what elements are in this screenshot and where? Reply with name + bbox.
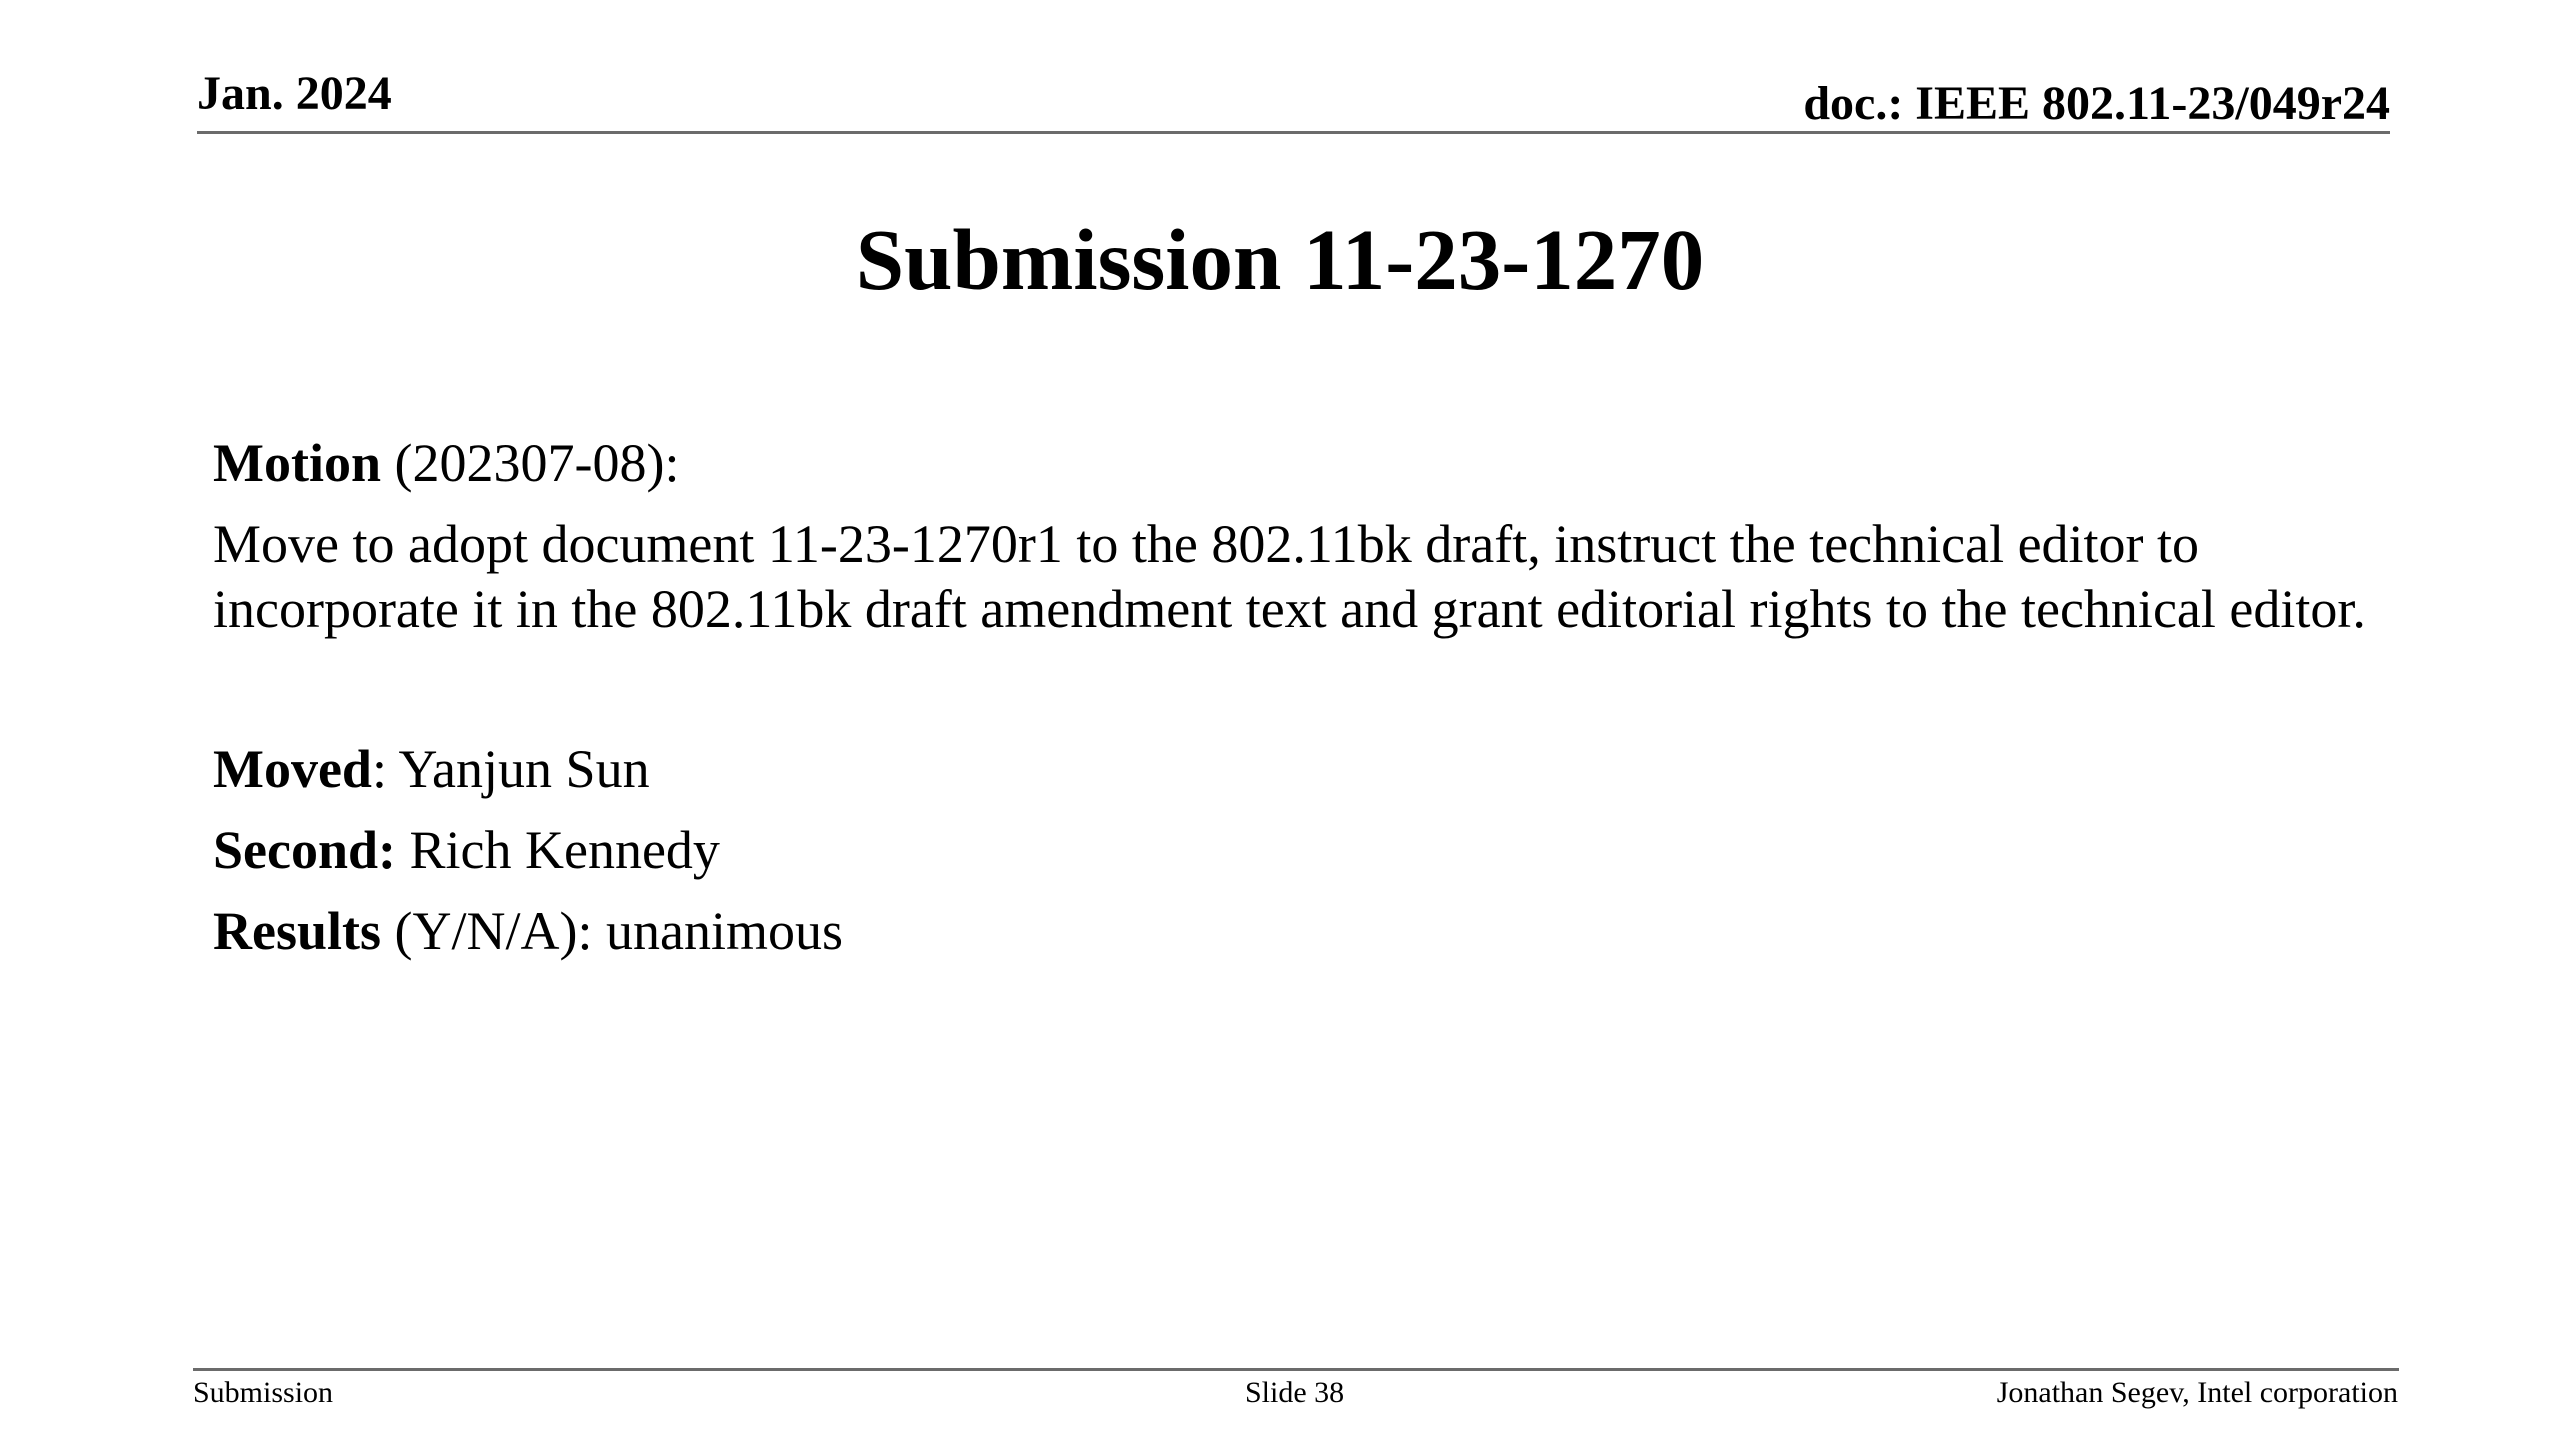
motion-heading bbox=[213, 433, 680, 493]
footer-author: Jonathan Segev, Intel corporation bbox=[1996, 1376, 2398, 1409]
results-line bbox=[213, 901, 843, 961]
footer-submission: Submission bbox=[193, 1376, 334, 1409]
header-doc-id: doc.: IEEE 802.11-23/049r24 bbox=[1803, 77, 2390, 130]
second-label: Second: bbox=[213, 820, 397, 880]
moved-line bbox=[213, 739, 650, 799]
motion-text-line-1: Move to adopt document 11-23-1270r1 to the 802.11bk draft, instruct the technical editor to bbox=[213, 514, 2200, 574]
results-label: Results bbox=[213, 901, 382, 961]
second-line bbox=[213, 820, 720, 880]
second-value: Rich Kennedy bbox=[396, 820, 720, 880]
footer-slide-number: Slide 38 bbox=[1245, 1376, 1345, 1409]
motion-id: (202307-08): bbox=[381, 433, 680, 493]
slide-title: Submission 11-23-1270 bbox=[855, 211, 1705, 308]
motion-text-line-2: incorporate it in the 802.11bk draft amendment text and grant editorial rights to the technical editor. bbox=[213, 579, 2366, 639]
footer-divider bbox=[193, 1368, 2399, 1371]
motion-label: Motion bbox=[213, 433, 381, 493]
moved-label: Moved bbox=[213, 739, 372, 799]
moved-value: : Yanjun Sun bbox=[371, 739, 650, 799]
header-date: Jan. 2024 bbox=[197, 67, 392, 120]
header-divider bbox=[197, 131, 2390, 134]
results-value: (Y/N/A): unanimous bbox=[381, 901, 843, 961]
